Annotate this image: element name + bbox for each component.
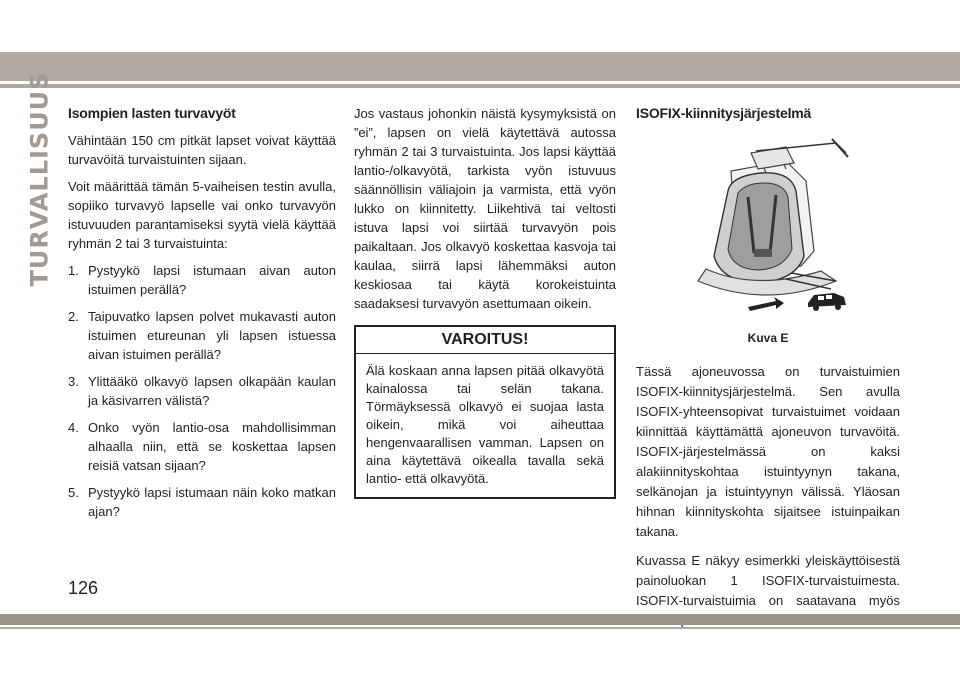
paragraph: Vähintään 150 cm pitkät lapset voivat käyttää turvavöitä turvaistuinten sijaan. [68,133,336,167]
list-item [68,372,336,410]
step-text: Pystyykö lapsi istumaan aivan auton istuimen perällä? [88,263,336,297]
heading-isofix: ISOFIX-kiinnitysjärjestelmä [636,105,812,121]
page-number: 126 [68,578,99,598]
column-1 [68,104,336,529]
tether-anchor [832,139,848,157]
step-number: 3. [68,374,79,389]
figure-caption: Kuva E [747,331,789,345]
step-text: Taipuvatko lapsen polvet mukavasti auton istuimen etureunan yli lapsen istuessa aivan istuimen perällä? [88,309,336,362]
child-seat-illustration [636,131,900,326]
list-item [68,307,336,364]
list-item [68,483,336,521]
header-band [0,52,960,81]
column-2 [354,104,616,499]
step-text: Pystyykö lapsi istumaan näin koko matkan ajan? [88,485,336,519]
heading-older-children-belts: Isompien lasten turvavyöt [68,105,236,121]
vehicle-icon [808,293,846,311]
warning-title: VAROITUS! [356,327,614,354]
footer-band [0,614,960,625]
header-rule [0,84,960,88]
list-item [68,261,336,299]
column-3 [636,104,900,640]
paragraph: Tässä ajoneuvossa on turvaistuimien ISOFIX-kiinnitysjärjestelmä. Sen avulla ISOFIX-yhteensopivat turvaistuimet voidaan kiinnittää käyttämättä ajoneuvon turvavöitä. ISOFIX-järjestelmässä on kaksi alakiinnityskohtaa istuintyynyn takana, selkänojan ja istuintyynyn välissä. Yläosan hihnan kiinnityskohta sijaitsee istuinpaikan takana. [636,364,900,539]
list-item [68,418,336,475]
step-number: 5. [68,485,79,500]
section-tab-label: TURVALLISUUS [25,71,54,287]
test-steps-list [68,261,336,521]
footer-rule [0,627,960,629]
step-text: Ylittääkö olkavyö lapsen olkapään kaulan ja käsivarren välistä? [88,374,336,408]
figure-isofix-child-seat [636,131,900,326]
warning-box [354,325,616,499]
warning-text: Älä koskaan anna lapsen pitää olkavyötä kainalossa tai selän takana. Törmäyksessä olkavyö ei suojaa lasta oikein, mikä voi aiheuttaa hengenvaarallisen vamman. Lapsen on aina käytettävä oikealla tavalla sekä lantio- että olkavyötä. [366,363,604,486]
paragraph: Voit määrittää tämän 5-vaiheisen testin avulla, sopiiko turvavyö lapselle vai onko turvavyön istuvuuden parantamiseksi syytä vielä käyttää ryhmän 2 tai 3 turvaistuinta: [68,179,336,251]
step-number: 1. [68,263,79,278]
step-text: Onko vyön lantio-osa mahdollisimman alhaalla niin, että se koskettaa lapsen reisiä vatsan sijaan? [88,420,336,473]
paragraph: Jos vastaus johonkin näistä kysymyksistä on ”ei”, lapsen on vielä käytettävä autossa ryhmän 2 tai 3 turvaistuinta. Jos lapsi käyttää lantio-/olkavyötä, tarkista vyön istuvuus säännöllisin väliajoin ja varmista, että vyön lukko on kiinnitetty. Liikehtivä tai veltosti istuva lapsi voi siirtää turvavyön pois paikaltaan. Jos olkavyö koskettaa kasvoja tai kaulaa, siirrä lapsi lähemmäksi auton keskiosaa tai käytä korokeistuinta saadaksesi turvavyön asettumaan oikein. [354,106,616,311]
section-tab [24,71,54,287]
step-number: 4. [68,420,79,435]
harness-buckle [754,249,772,257]
paragraph: Kuvassa E näkyy esimerkki yleiskäyttöisestä painoluokan 1 ISOFIX-turvaistuimesta. ISOFIX-turvaistuimia on saatavana myös [636,553,900,608]
step-number: 2. [68,309,79,324]
arrow-icon [748,297,784,311]
